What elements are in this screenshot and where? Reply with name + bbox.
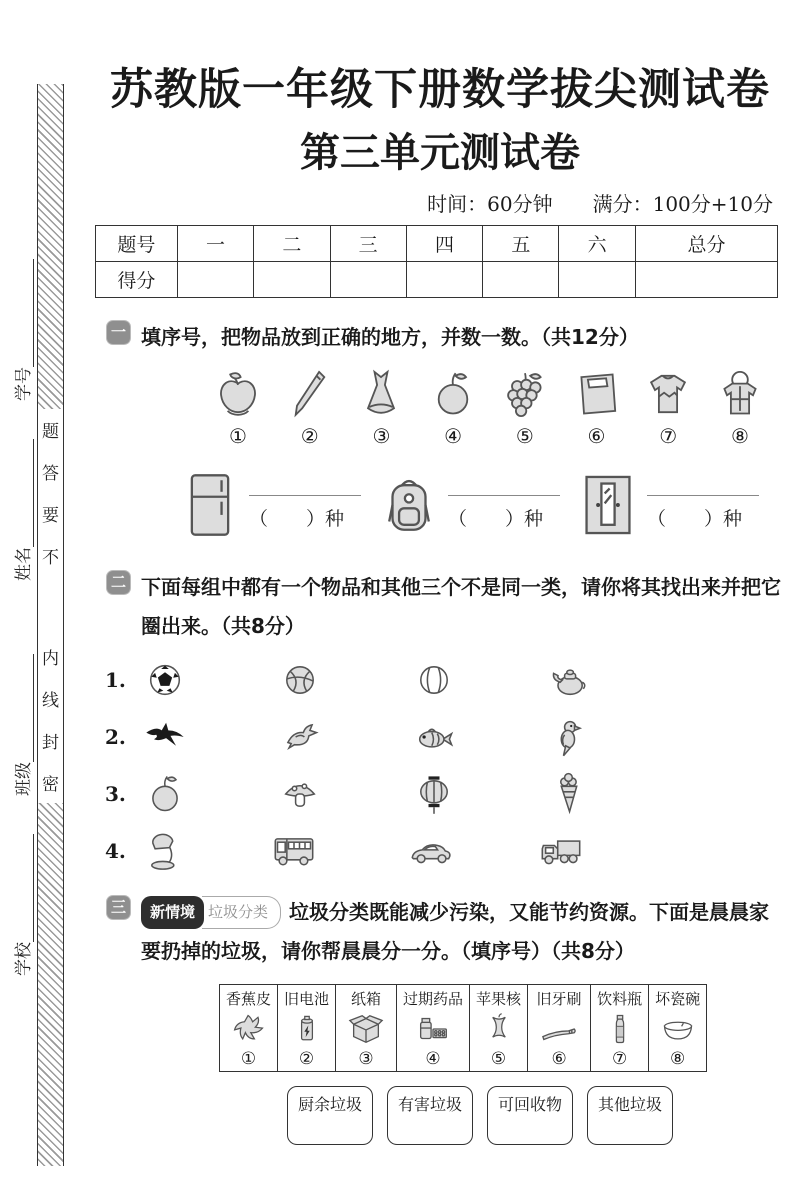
section-one-item-row — [141, 356, 785, 448]
row-items — [141, 772, 593, 816]
col-two: 二 — [254, 226, 330, 262]
apple-icon — [141, 772, 189, 816]
name-field — [8, 439, 34, 581]
drink-bottle-icon — [602, 1010, 638, 1048]
answer-line — [647, 479, 759, 496]
swallow-icon — [141, 715, 189, 759]
school-blank-line — [13, 834, 34, 942]
trash-items-table — [219, 984, 707, 1072]
expired-medicine-icon — [410, 1010, 456, 1048]
score-cell — [330, 262, 406, 298]
trash-number: ⑤ — [490, 1048, 507, 1069]
item-number: ⑦ — [659, 424, 678, 449]
item-pen — [279, 366, 341, 448]
col-six: 六 — [559, 226, 635, 262]
sweater-icon — [642, 366, 694, 422]
parrot-icon — [545, 715, 593, 759]
student-id-field — [8, 259, 34, 401]
backpack-group — [376, 462, 560, 548]
section-two-badge: 二 — [107, 571, 130, 594]
section-one-badge: 一 — [107, 321, 130, 344]
trash-number: ⑧ — [669, 1048, 686, 1069]
trash-label: 饮料瓶 — [597, 989, 643, 1008]
trash-label: 旧电池 — [284, 989, 330, 1008]
seal-hatch-top — [38, 84, 63, 409]
section-two-row-2 — [105, 715, 785, 759]
teapot-icon — [545, 658, 593, 702]
wardrobe-icon — [575, 462, 641, 548]
seal-char: 封 — [42, 733, 59, 753]
section-three-badge: 三 — [107, 896, 130, 919]
paper-subtitle: 第三单元测试卷 — [300, 129, 580, 176]
seal-char: 答 — [42, 464, 59, 484]
ice-cream-icon — [545, 772, 593, 816]
score-cell — [483, 262, 559, 298]
item-number: ② — [300, 424, 319, 449]
seal-char: 线 — [42, 691, 59, 711]
trash-label: 旧牙刷 — [536, 989, 582, 1008]
trash-cell-banana-peel — [220, 984, 278, 1071]
apple-core-icon — [481, 1010, 517, 1048]
battery-icon — [289, 1010, 325, 1048]
section-two-row-4 — [105, 829, 785, 873]
item-sweater — [637, 366, 699, 448]
row-number: 2. — [105, 725, 126, 750]
peach-icon — [212, 366, 264, 422]
beach-ball-icon — [410, 658, 458, 702]
category-recyclable: 可回收物 — [487, 1086, 573, 1145]
section-three — [95, 893, 785, 1145]
item-number: ⑧ — [730, 424, 749, 449]
item-number: ① — [229, 424, 247, 449]
class-label: 班级 — [14, 762, 34, 796]
class-field — [8, 654, 34, 796]
section-two — [95, 568, 785, 645]
trash-number: ⑦ — [611, 1048, 628, 1069]
section-three-text: 垃圾分类既能减少污染，又能节约资源。下面是晨晨家要扔掉的垃圾，请你帮晨晨分一分。（填序号）（共8分） — [141, 900, 770, 963]
truck-icon — [529, 829, 593, 873]
section-two-row-3 — [105, 772, 785, 816]
car-icon — [399, 829, 463, 873]
section-one-title: 填序号，把物品放到正确的地方，并数一数。（共12分） — [141, 325, 639, 349]
seal-line-band — [37, 84, 64, 1166]
item-apple — [422, 366, 484, 448]
section-two-row-1 — [105, 658, 785, 702]
garbage-category-boxes — [287, 1086, 785, 1145]
trash-number: ⑥ — [551, 1048, 567, 1069]
seal-line-text — [38, 409, 63, 803]
section-three-title — [141, 893, 785, 970]
row-number: 3. — [105, 782, 126, 807]
name-blank-line — [13, 439, 34, 547]
time-and-score-info: 时间：60分钟 满分：100分+10分 — [427, 192, 773, 216]
row-number: 1. — [105, 668, 126, 693]
col-one: 一 — [177, 226, 253, 262]
item-peach — [207, 366, 269, 448]
desk-lamp-icon — [141, 829, 189, 873]
paper-title: 苏教版一年级下册数学拔尖测试卷 — [110, 65, 770, 115]
trash-number: ④ — [425, 1048, 441, 1069]
score-cell — [406, 262, 482, 298]
wardrobe-group — [575, 462, 759, 548]
trash-cell-drink-bottle — [591, 984, 649, 1071]
category-kitchen-waste: 厨余垃圾 — [287, 1086, 373, 1145]
trash-label: 过期药品 — [403, 989, 464, 1008]
bus-icon — [255, 829, 333, 873]
backpack-icon — [376, 462, 442, 548]
backpack-answer-blank — [448, 479, 560, 531]
student-id-blank-line — [13, 259, 34, 367]
question-number-label: 题号 — [96, 226, 178, 262]
item-number: ⑥ — [587, 424, 606, 449]
banana-peel-icon — [231, 1010, 267, 1048]
trash-number: ① — [240, 1048, 257, 1069]
toothbrush-icon — [534, 1010, 584, 1048]
answer-line — [249, 479, 361, 496]
seal-char: 题 — [42, 422, 59, 442]
fish-icon — [410, 715, 458, 759]
item-number: ③ — [372, 424, 391, 449]
trash-cell-apple-core — [470, 984, 528, 1071]
fridge-group — [177, 462, 361, 548]
item-dress — [350, 366, 412, 448]
category-hazardous-waste: 有害垃圾 — [387, 1086, 473, 1145]
score-cell — [559, 262, 635, 298]
name-label: 姓名 — [14, 547, 34, 581]
fridge-answer-blank — [249, 479, 361, 531]
seal-hatch-bottom — [38, 803, 63, 1166]
col-total: 总分 — [635, 226, 777, 262]
school-label: 学校 — [14, 942, 34, 976]
class-blank-line — [13, 654, 34, 762]
answer-kinds-label: （ ）种 — [448, 508, 544, 531]
trash-label: 香蕉皮 — [226, 989, 272, 1008]
wardrobe-answer-blank — [647, 479, 759, 531]
trash-number: ③ — [358, 1048, 374, 1069]
score-table — [95, 225, 778, 298]
mushroom-icon — [276, 772, 324, 816]
cardboard-box-icon — [342, 1010, 390, 1048]
trash-cell-cardboard-box — [336, 984, 397, 1071]
item-number: ⑤ — [515, 424, 534, 449]
apple-icon — [427, 366, 479, 422]
jacket-icon — [714, 366, 766, 422]
seal-char: 不 — [42, 548, 59, 568]
seal-char: 内 — [42, 649, 59, 669]
grapes-icon — [499, 366, 551, 422]
score-label: 得分 — [96, 262, 178, 298]
seal-char: 要 — [42, 506, 59, 526]
new-context-badge: 新情境 — [141, 896, 204, 929]
school-field — [8, 834, 34, 976]
lantern-icon — [410, 772, 458, 816]
score-table-header-row — [96, 226, 778, 262]
trash-number: ② — [298, 1048, 315, 1069]
row-number: 4. — [105, 839, 126, 864]
col-five: 五 — [483, 226, 559, 262]
item-jacket — [709, 366, 771, 448]
basketball-icon — [276, 658, 324, 702]
row-items — [141, 829, 593, 873]
score-table-score-row — [96, 262, 778, 298]
item-notebook — [566, 366, 628, 448]
score-cell — [254, 262, 330, 298]
trash-cell-battery — [278, 984, 336, 1071]
row-items — [141, 658, 593, 702]
fridge-icon — [177, 462, 243, 548]
score-cell — [177, 262, 253, 298]
student-id-label: 学号 — [14, 367, 34, 401]
pen-icon — [284, 366, 336, 422]
trash-label: 纸箱 — [351, 989, 382, 1008]
student-info-fields — [8, 176, 34, 1126]
col-four: 四 — [406, 226, 482, 262]
garbage-sorting-tag: 垃圾分类 — [202, 896, 281, 929]
trash-cell-broken-bowl — [649, 984, 707, 1071]
dove-icon — [276, 715, 324, 759]
seal-char: 密 — [42, 775, 59, 795]
section-one — [95, 318, 785, 548]
broken-bowl-icon — [660, 1010, 696, 1048]
trash-label: 苹果核 — [476, 989, 522, 1008]
answer-kinds-label: （ ）种 — [249, 508, 345, 531]
category-other-waste: 其他垃圾 — [587, 1086, 673, 1145]
trash-cell-toothbrush — [528, 984, 591, 1071]
row-items — [141, 715, 593, 759]
answer-line — [448, 479, 560, 496]
answer-kinds-label: （ ）种 — [647, 508, 743, 531]
score-cell — [635, 262, 777, 298]
section-one-container-row — [141, 448, 785, 548]
notebook-icon — [571, 366, 623, 422]
item-grapes — [494, 366, 556, 448]
trash-cell-medicine — [397, 984, 470, 1071]
soccer-ball-icon — [141, 658, 189, 702]
trash-label: 坏瓷碗 — [655, 989, 701, 1008]
col-three: 三 — [330, 226, 406, 262]
dress-icon — [355, 366, 407, 422]
item-number: ④ — [444, 424, 463, 449]
section-two-title: 下面每组中都有一个物品和其他三个不是同一类，请你将其找出来并把它圈出来。（共8分） — [141, 575, 781, 638]
